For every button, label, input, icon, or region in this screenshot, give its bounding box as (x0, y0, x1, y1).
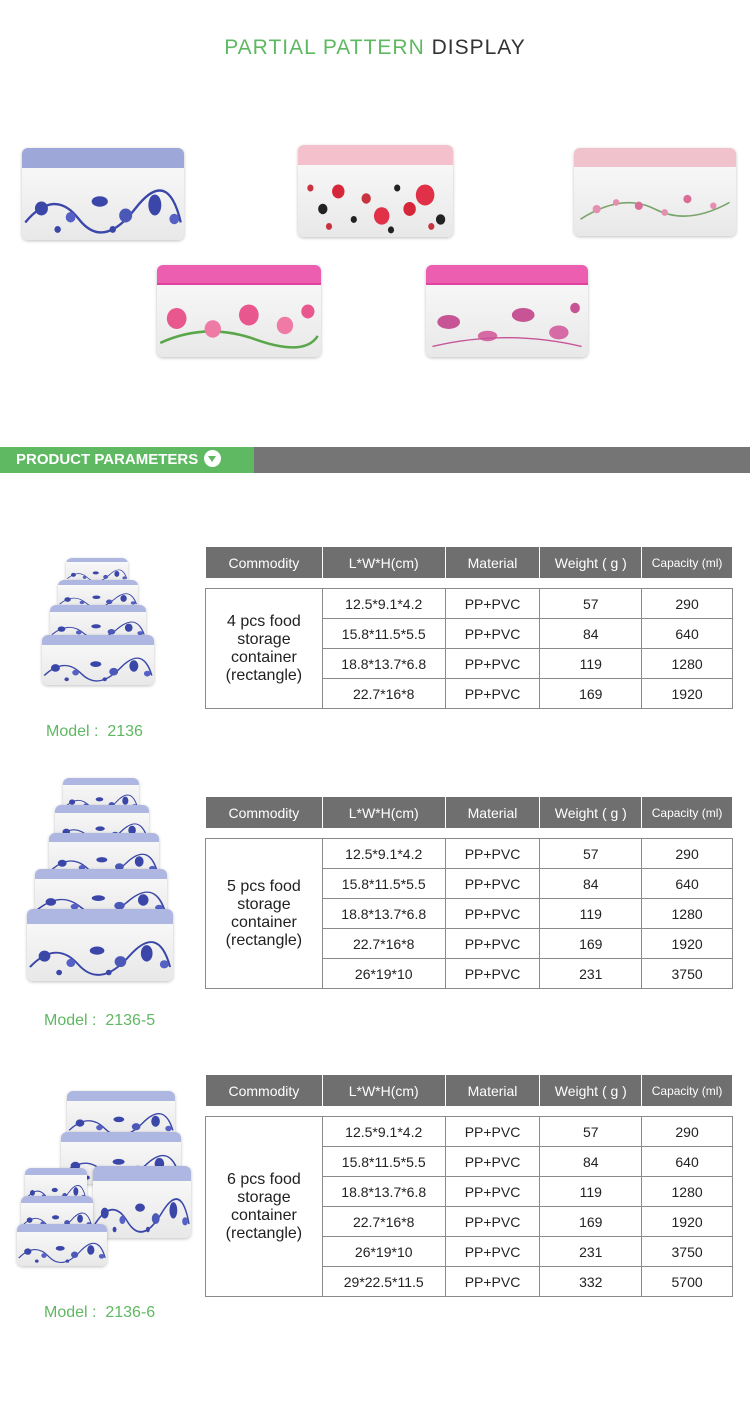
table-cell: PP+PVC (445, 869, 540, 899)
column-header: L*W*H(cm) (322, 797, 445, 829)
table-cell: 231 (540, 1237, 642, 1267)
model-number: 2136-6 (105, 1304, 156, 1321)
table-cell: 1920 (642, 679, 733, 709)
table-cell: 640 (642, 869, 733, 899)
column-header: L*W*H(cm) (322, 1075, 445, 1107)
table-cell: PP+PVC (445, 1237, 540, 1267)
display-title-dark: DISPLAY (431, 36, 526, 59)
table-cell: 22.7*16*8 (322, 929, 445, 959)
column-header: Material (445, 547, 540, 579)
column-header: Capacity (ml) (642, 1075, 733, 1107)
table-cell: PP+PVC (445, 589, 540, 619)
table-cell: 290 (642, 839, 733, 869)
table-row (206, 589, 733, 619)
table-cell: PP+PVC (445, 1117, 540, 1147)
table-cell: 84 (540, 619, 642, 649)
column-header: Commodity (206, 797, 323, 829)
display-title-green: PARTIAL PATTERN (224, 36, 425, 59)
model-label: Model : 2136 (46, 723, 143, 740)
table-cell: PP+PVC (445, 959, 540, 989)
commodity-cell: 4 pcs food storage container (rectangle) (206, 589, 323, 709)
table-cell: 119 (540, 649, 642, 679)
table-cell: 22.7*16*8 (322, 1207, 445, 1237)
table-cell: 57 (540, 1117, 642, 1147)
container-image (17, 1224, 107, 1266)
table-cell: 57 (540, 589, 642, 619)
commodity-cell: 5 pcs food storage container (rectangle) (206, 839, 323, 989)
table-cell: 640 (642, 1147, 733, 1177)
blue-floral-container (22, 148, 184, 240)
table-header-row (206, 797, 733, 829)
table-cell: 18.8*13.7*6.8 (322, 649, 445, 679)
table-cell: 12.5*9.1*4.2 (322, 589, 445, 619)
column-header: Material (445, 797, 540, 829)
column-header: Weight ( g ) (540, 547, 642, 579)
model-number: 2136 (107, 723, 143, 740)
model-label: Model : 2136-5 (44, 1012, 156, 1029)
table-cell: 57 (540, 839, 642, 869)
table-cell: PP+PVC (445, 1267, 540, 1297)
column-header: L*W*H(cm) (322, 547, 445, 579)
column-header: Weight ( g ) (540, 1075, 642, 1107)
product-parameters-bar (0, 447, 750, 473)
table-cell: 12.5*9.1*4.2 (322, 1117, 445, 1147)
table-cell: 231 (540, 959, 642, 989)
spec-table-2136-6 (205, 1074, 733, 1297)
table-cell: PP+PVC (445, 929, 540, 959)
model-label: Model : 2136-6 (44, 1304, 156, 1321)
container-image (27, 909, 173, 981)
container-image (42, 635, 154, 685)
table-cell: PP+PVC (445, 1207, 540, 1237)
table-cell: 290 (642, 1117, 733, 1147)
table-cell: PP+PVC (445, 679, 540, 709)
table-cell: PP+PVC (445, 839, 540, 869)
display-title (0, 36, 750, 60)
table-cell: 18.8*13.7*6.8 (322, 1177, 445, 1207)
column-header: Capacity (ml) (642, 547, 733, 579)
table-cell: 119 (540, 899, 642, 929)
table-cell: 640 (642, 619, 733, 649)
table-cell: 29*22.5*11.5 (322, 1267, 445, 1297)
column-header: Weight ( g ) (540, 797, 642, 829)
set-image-2136-6 (15, 1088, 195, 1268)
spec-table-2136 (205, 546, 733, 709)
table-cell: 169 (540, 929, 642, 959)
table-row (206, 839, 733, 869)
pink-flower-container (426, 265, 588, 357)
table-cell: 18.8*13.7*6.8 (322, 899, 445, 929)
table-cell: 119 (540, 1177, 642, 1207)
table-cell: 84 (540, 869, 642, 899)
table-cell: 1280 (642, 649, 733, 679)
table-cell: PP+PVC (445, 899, 540, 929)
table-cell: 26*19*10 (322, 959, 445, 989)
table-cell: 169 (540, 679, 642, 709)
column-header: Commodity (206, 547, 323, 579)
table-cell: 15.8*11.5*5.5 (322, 619, 445, 649)
model-number: 2136-5 (105, 1012, 156, 1029)
table-header-row (206, 1075, 733, 1107)
red-dots-container (298, 145, 453, 237)
table-cell: 3750 (642, 1237, 733, 1267)
product-parameters-label: PRODUCT PARAMETERS (16, 451, 199, 468)
chevron-down-icon (204, 450, 221, 467)
table-cell: 1280 (642, 1177, 733, 1207)
table-cell: PP+PVC (445, 1177, 540, 1207)
table-cell: 12.5*9.1*4.2 (322, 839, 445, 869)
table-cell: 15.8*11.5*5.5 (322, 869, 445, 899)
column-header: Commodity (206, 1075, 323, 1107)
column-header: Material (445, 1075, 540, 1107)
table-cell: 3750 (642, 959, 733, 989)
table-cell: 1280 (642, 899, 733, 929)
set-image-2136-5 (25, 775, 175, 990)
table-cell: 332 (540, 1267, 642, 1297)
table-cell: 84 (540, 1147, 642, 1177)
table-cell: 5700 (642, 1267, 733, 1297)
table-cell: 26*19*10 (322, 1237, 445, 1267)
table-cell: 15.8*11.5*5.5 (322, 1147, 445, 1177)
table-row (206, 1117, 733, 1147)
table-cell: PP+PVC (445, 649, 540, 679)
table-cell: 290 (642, 589, 733, 619)
table-cell: 169 (540, 1207, 642, 1237)
pink-rose-container (157, 265, 321, 357)
product-parameters-heading (0, 447, 254, 473)
table-cell: PP+PVC (445, 619, 540, 649)
table-header-row (206, 547, 733, 579)
table-cell: PP+PVC (445, 1147, 540, 1177)
spec-table-2136-5 (205, 796, 733, 989)
commodity-cell: 6 pcs food storage container (rectangle) (206, 1117, 323, 1297)
set-image-2136 (40, 555, 155, 690)
table-cell: 1920 (642, 1207, 733, 1237)
table-cell: 1920 (642, 929, 733, 959)
table-cell: 22.7*16*8 (322, 679, 445, 709)
pink-blossom-container (574, 148, 736, 236)
column-header: Capacity (ml) (642, 797, 733, 829)
container-image (93, 1166, 191, 1238)
